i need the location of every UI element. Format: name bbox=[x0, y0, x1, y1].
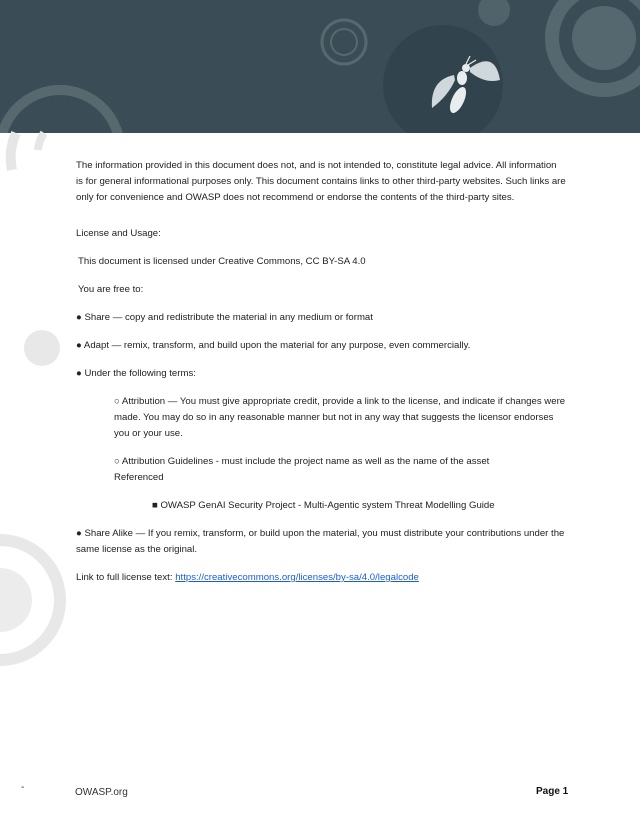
license-statement: This document is licensed under Creative Commons, CC BY-SA 4.0 bbox=[78, 256, 366, 267]
deco-ring bbox=[0, 90, 120, 133]
sub-guidelines-line1: ○ Attribution Guidelines - must include the project name as well as the name of the asset bbox=[114, 456, 490, 467]
license-link-label: Link to full license text: bbox=[76, 572, 176, 583]
header-banner bbox=[0, 0, 640, 133]
footer-dash: - bbox=[21, 782, 25, 793]
bullet-share-alike: ● Share Alike — If you remix, transform, or build upon the material, you must distribute your contributions under the same license as the original. bbox=[76, 528, 565, 555]
deco-ring bbox=[331, 29, 357, 55]
free-to-heading: You are free to: bbox=[78, 284, 144, 295]
sub-guidelines-line2: Referenced bbox=[114, 472, 164, 483]
bullet-share: ● Share — copy and redistribute the material in any medium or format bbox=[76, 312, 373, 323]
deco-ring bbox=[322, 20, 366, 64]
disclaimer-paragraph: The information provided in this document does not, and is not intended to, constitute legal advice. All information is for general informational purposes only. This document contains links to other third-party websites. Such links are only for convenience and OWASP does not recommend or endorse the contents of the third-party sites. bbox=[76, 160, 566, 203]
license-link[interactable]: https://creativecommons.org/licenses/by-sa/4.0/legalcode bbox=[175, 572, 419, 583]
document-body bbox=[76, 158, 566, 586]
bullet-adapt: ● Adapt — remix, transform, and build upon the material for any purpose, even commercially. bbox=[76, 340, 471, 351]
deco-circle bbox=[572, 6, 636, 70]
page-number: Page 1 bbox=[536, 786, 569, 797]
license-heading: License and Usage: bbox=[76, 228, 161, 239]
sub-attribution: ○ Attribution — You must give appropriate credit, provide a link to the license, and indicate if changes were made. You may do so in any reasonable manner but not in any way that suggests the licensor endorses you or your use. bbox=[114, 396, 566, 439]
footer-site: OWASP.org bbox=[75, 787, 128, 798]
project-name-item: ■ OWASP GenAI Security Project - Multi-Agentic system Threat Modelling Guide bbox=[152, 500, 495, 511]
bullet-terms: ● Under the following terms: bbox=[76, 368, 196, 379]
deco-circle bbox=[478, 0, 510, 26]
license-link-line bbox=[76, 570, 566, 586]
header-decoration bbox=[0, 0, 640, 133]
